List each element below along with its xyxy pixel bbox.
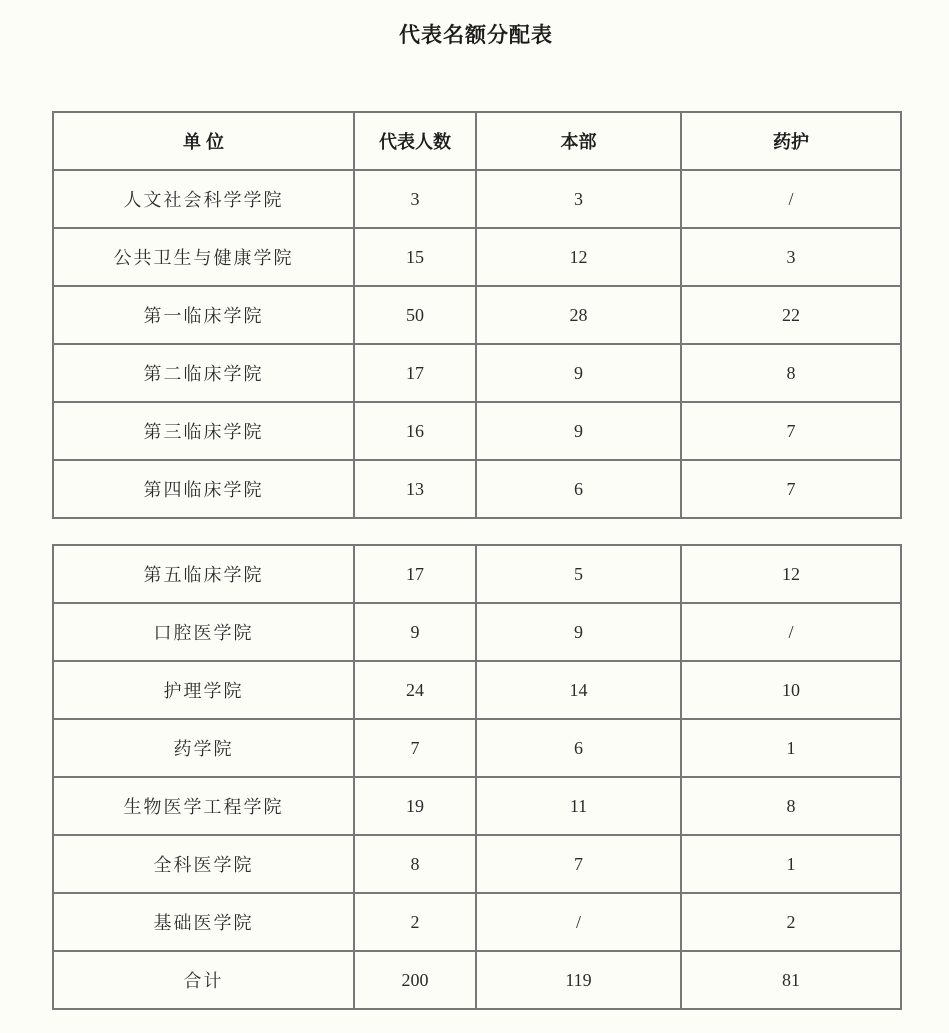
pharmacy-nursing-cell: / [681, 170, 901, 228]
unit-cell: 第四临床学院 [53, 460, 354, 518]
pharmacy-nursing-cell: 8 [681, 777, 901, 835]
page-title: 代表名额分配表 [399, 24, 553, 47]
pharmacy-nursing-cell: 10 [681, 661, 901, 719]
delegate-count-cell: 3 [354, 170, 476, 228]
header-row [53, 112, 901, 170]
main-campus-cell: 11 [476, 777, 681, 835]
pharmacy-nursing-cell: 1 [681, 719, 901, 777]
table-row [53, 951, 901, 1009]
quota-table-section-1 [52, 111, 902, 519]
delegate-count-cell: 7 [354, 719, 476, 777]
pharmacy-nursing-cell: 81 [681, 951, 901, 1009]
table-row [53, 460, 901, 518]
unit-cell: 口腔医学院 [53, 603, 354, 661]
delegate-count-cell: 13 [354, 460, 476, 518]
table-row [53, 402, 901, 460]
table-row [53, 719, 901, 777]
delegate-count-cell: 15 [354, 228, 476, 286]
unit-cell: 全科医学院 [53, 835, 354, 893]
delegate-count-cell: 19 [354, 777, 476, 835]
table-row [53, 893, 901, 951]
delegate-count-cell: 17 [354, 344, 476, 402]
header-main-campus: 本部 [476, 112, 681, 170]
pharmacy-nursing-cell: 7 [681, 402, 901, 460]
header-unit: 单 位 [53, 112, 354, 170]
unit-cell: 生物医学工程学院 [53, 777, 354, 835]
unit-cell: 基础医学院 [53, 893, 354, 951]
delegate-count-cell: 2 [354, 893, 476, 951]
delegate-count-cell: 9 [354, 603, 476, 661]
main-campus-cell: 6 [476, 460, 681, 518]
header-delegate-count: 代表人数 [354, 112, 476, 170]
delegate-count-cell: 8 [354, 835, 476, 893]
unit-cell: 公共卫生与健康学院 [53, 228, 354, 286]
pharmacy-nursing-cell: / [681, 603, 901, 661]
unit-cell: 第三临床学院 [53, 402, 354, 460]
main-campus-cell: 7 [476, 835, 681, 893]
unit-cell: 第二临床学院 [53, 344, 354, 402]
delegate-count-cell: 50 [354, 286, 476, 344]
main-campus-cell: / [476, 893, 681, 951]
pharmacy-nursing-cell: 3 [681, 228, 901, 286]
pharmacy-nursing-cell: 2 [681, 893, 901, 951]
pharmacy-nursing-cell: 1 [681, 835, 901, 893]
table-row [53, 344, 901, 402]
unit-cell: 人文社会科学学院 [53, 170, 354, 228]
unit-cell: 第一临床学院 [53, 286, 354, 344]
main-campus-cell: 9 [476, 344, 681, 402]
delegate-count-cell: 200 [354, 951, 476, 1009]
delegate-count-cell: 24 [354, 661, 476, 719]
section-1-body [53, 170, 901, 518]
unit-cell: 合计 [53, 951, 354, 1009]
unit-cell: 药学院 [53, 719, 354, 777]
header-pharmacy-nursing: 药护 [681, 112, 901, 170]
delegate-count-cell: 17 [354, 545, 476, 603]
pharmacy-nursing-cell: 7 [681, 460, 901, 518]
table-row [53, 661, 901, 719]
table-row [53, 777, 901, 835]
main-campus-cell: 3 [476, 170, 681, 228]
table-row [53, 170, 901, 228]
main-campus-cell: 9 [476, 603, 681, 661]
pharmacy-nursing-cell: 8 [681, 344, 901, 402]
main-campus-cell: 9 [476, 402, 681, 460]
table-row [53, 545, 901, 603]
table-row [53, 286, 901, 344]
unit-cell: 护理学院 [53, 661, 354, 719]
table-row [53, 228, 901, 286]
pharmacy-nursing-cell: 22 [681, 286, 901, 344]
main-campus-cell: 28 [476, 286, 681, 344]
pharmacy-nursing-cell: 12 [681, 545, 901, 603]
delegate-count-cell: 16 [354, 402, 476, 460]
table-row [53, 603, 901, 661]
main-campus-cell: 12 [476, 228, 681, 286]
main-campus-cell: 14 [476, 661, 681, 719]
table-row [53, 835, 901, 893]
main-campus-cell: 6 [476, 719, 681, 777]
main-campus-cell: 119 [476, 951, 681, 1009]
quota-table-section-2 [52, 544, 902, 1010]
main-campus-cell: 5 [476, 545, 681, 603]
unit-cell: 第五临床学院 [53, 545, 354, 603]
section-2-body [53, 545, 901, 1009]
